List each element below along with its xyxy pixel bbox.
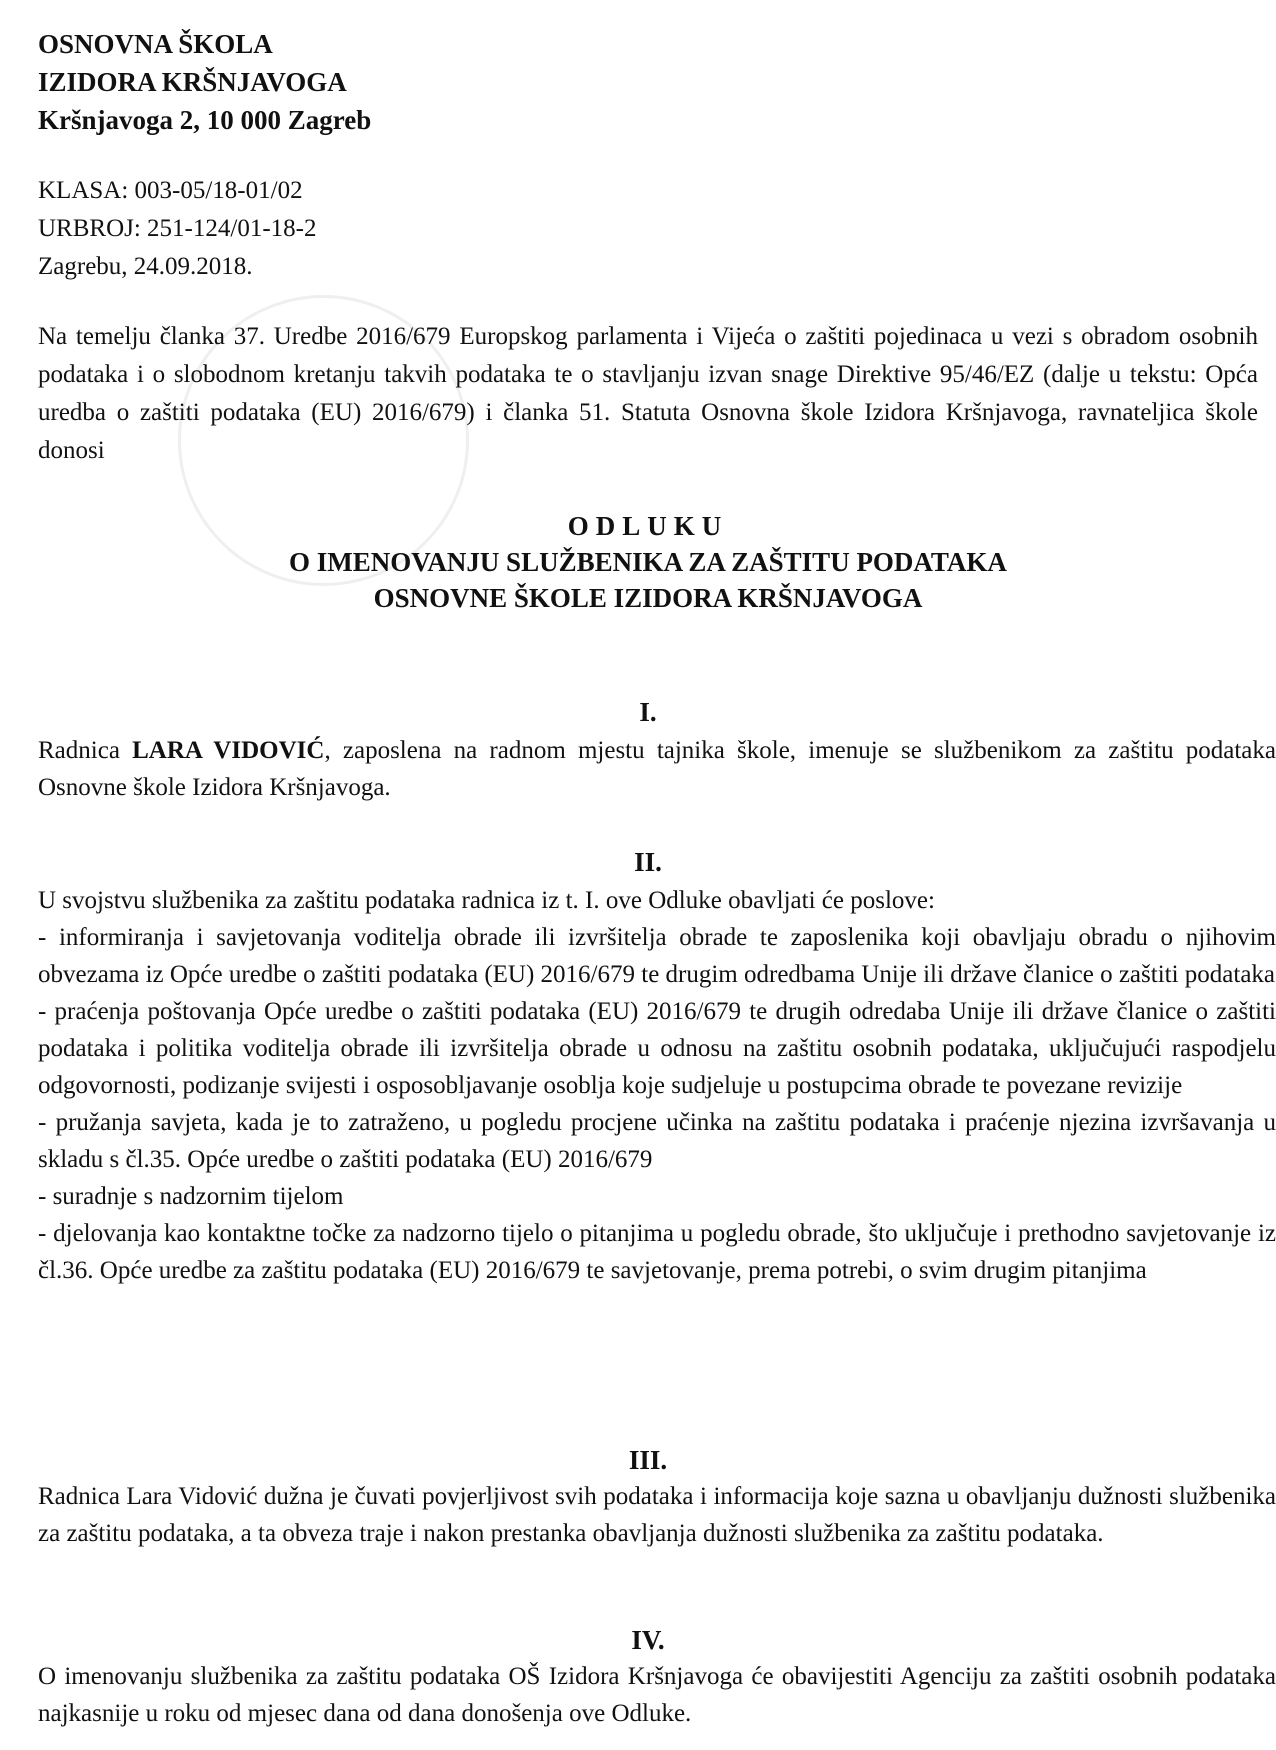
section-1-text — [38, 732, 1276, 806]
section-1-body: , zaposlena na radnom mjestu tajnika škole, imenuje se službenikom za zaštitu podataka Osnovne škole Izidora Kršnjavoga. — [38, 737, 1276, 801]
section-heading-2: II. — [634, 847, 662, 877]
duty-item: - djelovanja kao kontaktne točke za nadzorno tijelo o pitanjima u pogledu obrade, što uključuje i prethodno savjetovanje iz čl.36. Opće uredbe za zaštitu podataka (EU) 2016/679 te savjetovanje, prema potrebi, o svim drugim pitanjima — [38, 1220, 1276, 1284]
klasa: KLASA: 003-05/18-01/02 — [38, 177, 303, 204]
duty-item: - pružanja savjeta, kada je to zatraženo, u pogledu procjene učinka na zaštitu podataka i praćenje njezina izvršavanja u skladu s čl.35. Opće uredbe o zaštiti podataka (EU) 2016/679 — [38, 1109, 1276, 1173]
urbroj: URBROJ: 251-124/01-18-2 — [38, 215, 317, 242]
school-address: Kršnjavoga 2, 10 000 Zagreb — [38, 105, 372, 135]
duty-item: - informiranja i savjetovanja voditelja obrade ili izvršitelja obrade te zaposlenika koji obavljaju obradu o njihovim obvezama iz Opće uredbe o zaštiti podataka (EU) 2016/679 te drugim odredbama Unije ili države članice o zaštiti podataka — [38, 924, 1276, 988]
title-line1: ODLUKU — [567, 511, 729, 541]
decision-title — [38, 508, 1258, 616]
section-2-intro: U svojstvu službenika za zaštitu podataka radnica iz t. I. ove Odluke obavljati će poslove: — [38, 887, 935, 914]
section-4-text: O imenovanju službenika za zaštitu podataka OŠ Izidora Kršnjavoga će obavijestiti Agenciju za zaštiti osobnih podataka najkasnije u roku od mjesec dana od dana donošenja ove Odluke. — [38, 1663, 1276, 1727]
document-meta — [38, 172, 316, 286]
duty-item: - praćenja poštovanja Opće uredbe o zaštiti podataka (EU) 2016/679 te drugih odredaba Unije ili države članice o zaštiti podataka i politika voditelja obrade ili izvršitelja obrade u odnosu na zaštitu osobnih podataka, uključujući raspodjelu odgovornosti, podizanje svijesti i osposobljavanje osoblja koje sudjeluje u postupcima obrade te povezane revizije — [38, 998, 1276, 1099]
section-3-text: Radnica Lara Vidović dužna je čuvati povjerljivost svih podataka i informacija koje sazna u obavljanju dužnosti službenika za zaštitu podataka, a ta obveza traje i nakon prestanka obavljanja dužnosti službenika za zaštitu podataka. — [38, 1483, 1276, 1547]
preamble: Na temelju članka 37. Uredbe 2016/679 Europskog parlamenta i Vijeća o zaštiti pojedinaca u vezi s obradom osobnih podataka i o slobodnom kretanju takvih podataka te o stavljanju izvan snage Direktive 95/46/EZ (dalje u tekstu: Opća uredba o zaštiti podataka (EU) 2016/679) i članka 51. Statuta Osnovna škole Izidora Kršnjavoga, ravnateljica škole donosi — [38, 323, 1258, 464]
place-date: Zagrebu, 24.09.2018. — [38, 253, 253, 280]
section-1-prefix: Radnica — [38, 737, 133, 764]
section-heading-1: I. — [639, 697, 657, 727]
appointee-name: LARA VIDOVIĆ — [132, 737, 325, 764]
school-name-line1: OSNOVNA ŠKOLA — [38, 29, 273, 59]
school-header — [38, 25, 371, 139]
title-line2: O IMENOVANJU SLUŽBENIKA ZA ZAŠTITU PODATAKA — [289, 547, 1007, 577]
duty-item: - suradnje s nadzornim tijelom — [38, 1183, 344, 1210]
section-2-text — [38, 882, 1276, 1289]
section-heading-3: III. — [628, 1445, 668, 1475]
section-heading-4: IV. — [631, 1625, 665, 1655]
school-name-line2: IZIDORA KRŠNJAVOGA — [38, 67, 347, 97]
title-line3: OSNOVNE ŠKOLE IZIDORA KRŠNJAVOGA — [373, 583, 923, 613]
